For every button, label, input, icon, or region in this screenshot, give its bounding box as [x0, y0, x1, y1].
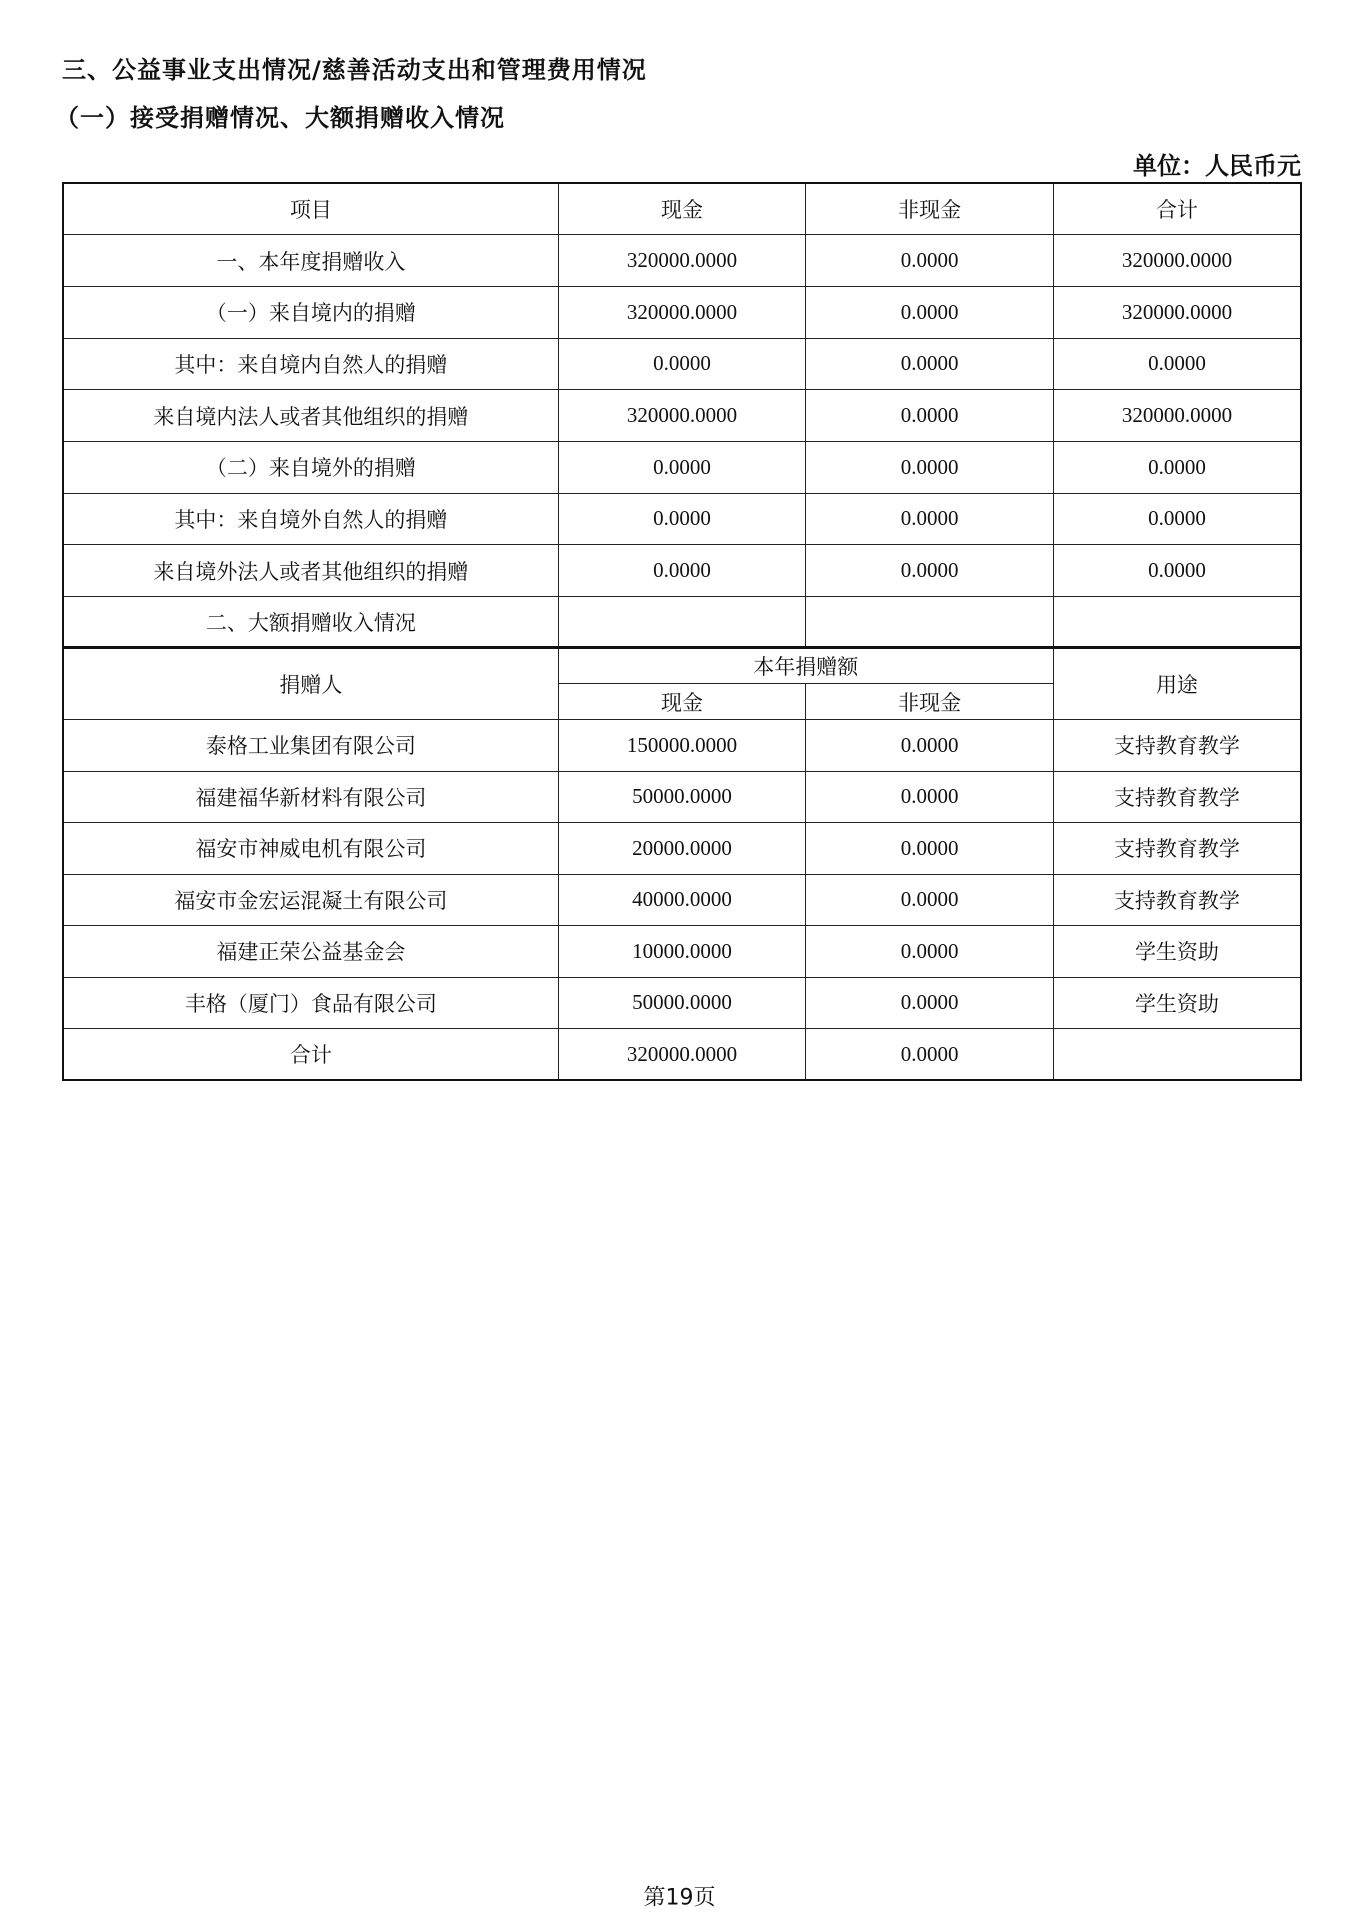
amount-cell [806, 597, 1054, 649]
non-cash-amount: 0.0000 [806, 1029, 1054, 1081]
item-label: 来自境外法人或者其他组织的捐赠 [63, 545, 558, 597]
amount-cell: 320000.0000 [1053, 390, 1301, 442]
donor-name: 福建福华新材料有限公司 [63, 771, 558, 823]
donor-name: 福安市金宏运混凝土有限公司 [63, 874, 558, 926]
table1-header-cell: 项目 [63, 183, 558, 235]
amount-cell: 320000.0000 [558, 286, 806, 338]
cash-amount: 50000.0000 [558, 771, 806, 823]
large-donation-table [62, 646, 1302, 1081]
currency-unit: 单位：人民币元 [1133, 152, 1301, 180]
non-cash-amount: 0.0000 [806, 926, 1054, 978]
cash-header: 现金 [558, 684, 806, 720]
non-cash-amount: 0.0000 [806, 977, 1054, 1029]
amount-cell: 0.0000 [558, 441, 806, 493]
donation-row [63, 771, 1301, 823]
cash-amount: 20000.0000 [558, 823, 806, 875]
cash-amount: 10000.0000 [558, 926, 806, 978]
item-label: 二、大额捐赠收入情况 [63, 597, 558, 649]
amount-cell [1053, 597, 1301, 649]
donation-row [63, 823, 1301, 875]
table1-row [63, 493, 1301, 545]
purpose: 支持教育教学 [1053, 720, 1301, 772]
donor-name: 福建正荣公益基金会 [63, 926, 558, 978]
item-label: 来自境内法人或者其他组织的捐赠 [63, 390, 558, 442]
table1-row [63, 441, 1301, 493]
cash-amount: 50000.0000 [558, 977, 806, 1029]
donation-row [63, 874, 1301, 926]
purpose: 支持教育教学 [1053, 823, 1301, 875]
amount-cell: 0.0000 [806, 390, 1054, 442]
non-cash-header: 非现金 [806, 684, 1054, 720]
amount-cell: 0.0000 [558, 493, 806, 545]
item-label: （一）来自境内的捐赠 [63, 286, 558, 338]
table1-header-cell: 合计 [1053, 183, 1301, 235]
donor-name: 泰格工业集团有限公司 [63, 720, 558, 772]
page-number: 第19页 [643, 1885, 716, 1911]
amount-cell: 0.0000 [558, 338, 806, 390]
section-heading: 三、公益事业支出情况/慈善活动支出和管理费用情况 [62, 56, 647, 84]
amount-cell: 0.0000 [806, 545, 1054, 597]
cash-amount: 320000.0000 [558, 1029, 806, 1081]
amount-cell: 0.0000 [1053, 493, 1301, 545]
purpose [1053, 1029, 1301, 1081]
amount-cell [558, 597, 806, 649]
non-cash-amount: 0.0000 [806, 874, 1054, 926]
cash-amount: 150000.0000 [558, 720, 806, 772]
table1-row [63, 338, 1301, 390]
purpose: 学生资助 [1053, 977, 1301, 1029]
donor-name: 丰格（厦门）食品有限公司 [63, 977, 558, 1029]
table1-header-row [63, 183, 1301, 235]
item-label: 其中：来自境外自然人的捐赠 [63, 493, 558, 545]
amount-cell: 0.0000 [806, 493, 1054, 545]
amount-cell: 0.0000 [806, 235, 1054, 287]
table1-header-cell: 非现金 [806, 183, 1054, 235]
amount-cell: 320000.0000 [558, 235, 806, 287]
donation-row [63, 977, 1301, 1029]
item-label: 一、本年度捐赠收入 [63, 235, 558, 287]
donor-name: 合计 [63, 1029, 558, 1081]
amount-cell: 0.0000 [806, 338, 1054, 390]
non-cash-amount: 0.0000 [806, 720, 1054, 772]
table1-row [63, 597, 1301, 649]
table1-row [63, 545, 1301, 597]
amount-cell: 0.0000 [1053, 338, 1301, 390]
donation-row [63, 1029, 1301, 1081]
purpose: 支持教育教学 [1053, 874, 1301, 926]
donor-name: 福安市神威电机有限公司 [63, 823, 558, 875]
purpose-header: 用途 [1053, 648, 1301, 720]
table1-row [63, 390, 1301, 442]
amount-cell: 320000.0000 [558, 390, 806, 442]
donor-header: 捐赠人 [63, 648, 558, 720]
table1-row [63, 235, 1301, 287]
cash-amount: 40000.0000 [558, 874, 806, 926]
amount-cell: 320000.0000 [1053, 286, 1301, 338]
amount-cell: 0.0000 [806, 441, 1054, 493]
donation-income-table [62, 182, 1302, 649]
donation-row [63, 926, 1301, 978]
table1-header-cell: 现金 [558, 183, 806, 235]
purpose: 学生资助 [1053, 926, 1301, 978]
subsection-heading: （一）接受捐赠情况、大额捐赠收入情况 [55, 104, 505, 132]
amount-cell: 0.0000 [558, 545, 806, 597]
table1-row [63, 286, 1301, 338]
amount-cell: 0.0000 [806, 286, 1054, 338]
amount-cell: 0.0000 [1053, 545, 1301, 597]
non-cash-amount: 0.0000 [806, 771, 1054, 823]
item-label: （二）来自境外的捐赠 [63, 441, 558, 493]
amount-cell: 0.0000 [1053, 441, 1301, 493]
item-label: 其中：来自境内自然人的捐赠 [63, 338, 558, 390]
non-cash-amount: 0.0000 [806, 823, 1054, 875]
purpose: 支持教育教学 [1053, 771, 1301, 823]
amount-cell: 320000.0000 [1053, 235, 1301, 287]
donation-row [63, 720, 1301, 772]
amount-group-header: 本年捐赠额 [558, 648, 1053, 684]
